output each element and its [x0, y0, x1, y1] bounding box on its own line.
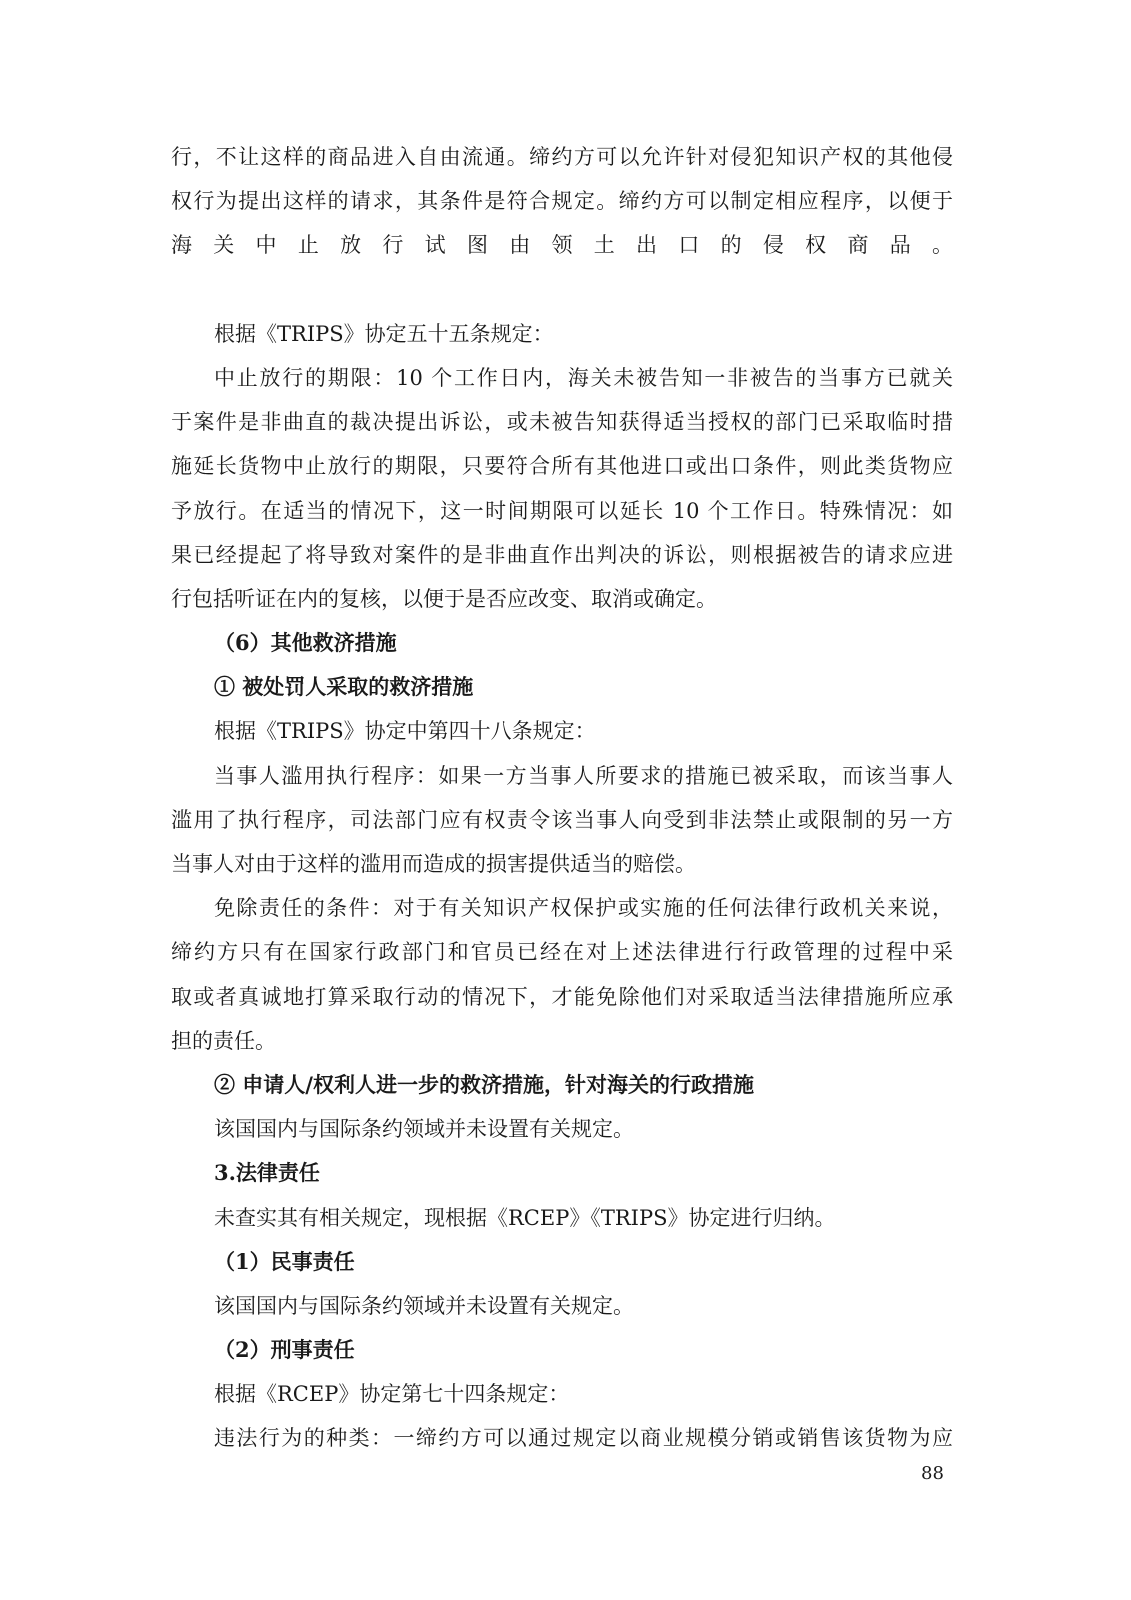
section-heading: （6）其他救济措施 [214, 630, 397, 656]
text-line: 于案件是非曲直的裁决提出诉讼，或未被告知获得适当授权的部门已采取临时措 [171, 410, 953, 435]
text-line: 未查实其有相关规定，现根据《RCEP》《TRIPS》协定进行归纳。 [214, 1205, 836, 1230]
text-line: 该国国内与国际条约领域并未设置有关规定。 [214, 1293, 634, 1318]
text-line: 取或者真诚地打算采取行动的情况下，才能免除他们对采取适当法律措施所应承 [171, 984, 953, 1009]
text-line: 果已经提起了将导致对案件的是非曲直作出判决的诉讼，则根据被告的请求应进 [171, 542, 953, 567]
text-line: 当事人滥用执行程序：如果一方当事人所要求的措施已被采取，而该当事人 [214, 763, 953, 788]
text-line [171, 268, 953, 312]
text-line: 行包括听证在内的复核，以便于是否应改变、取消或确定。 [171, 586, 717, 611]
text-line: 违法行为的种类：一缔约方可以通过规定以商业规模分销或销售该货物为应 [214, 1426, 953, 1451]
text-line: 担的责任。 [171, 1028, 276, 1053]
page-body [171, 135, 953, 1461]
page-number: 88 [921, 1463, 944, 1484]
text-line: 海关中止放行试图由领土出口的侵权商品。 [171, 233, 953, 258]
text-line: 当事人对由于这样的滥用而造成的损害提供适当的赔偿。 [171, 852, 696, 876]
text-line: 该国国内与国际条约领域并未设置有关规定。 [214, 1117, 634, 1142]
text-line: 根据《TRIPS》协定五十五条规定： [214, 321, 554, 346]
text-line: 免除责任的条件：对于有关知识产权保护或实施的任何法律行政机关来说， [214, 896, 953, 921]
text-line: 予放行。在适当的情况下，这一时间期限可以延长 10 个工作日。特殊情况：如 [171, 498, 953, 523]
section-heading: ① 被处罚人采取的救济措施 [214, 674, 474, 700]
section-heading: ② 申请人/权利人进一步的救济措施，针对海关的行政措施 [214, 1071, 754, 1097]
text-line: 缔约方只有在国家行政部门和官员已经在对上述法律进行行政管理的过程中采 [171, 940, 953, 965]
text-line: 根据《TRIPS》协定中第四十八条规定： [214, 719, 596, 744]
section-heading: 3.法律责任 [214, 1160, 320, 1186]
text-line: 权行为提出这样的请求，其条件是符合规定。缔约方可以制定相应程序，以便于 [171, 189, 953, 214]
text-line: 施延长货物中止放行的期限，只要符合所有其他进口或出口条件，则此类货物应 [171, 454, 953, 479]
section-heading: （1）民事责任 [214, 1248, 355, 1274]
text-line: 滥用了执行程序，司法部门应有权责令该当事人向受到非法禁止或限制的另一方 [171, 807, 953, 832]
text-line: 中止放行的期限：10 个工作日内，海关未被告知一非被告的当事方已就关 [214, 365, 953, 390]
section-heading: （2）刑事责任 [214, 1337, 355, 1363]
text-line: 根据《RCEP》协定第七十四条规定： [214, 1382, 570, 1407]
text-line: 行，不让这样的商品进入自由流通。缔约方可以允许针对侵犯知识产权的其他侵 [171, 145, 953, 169]
